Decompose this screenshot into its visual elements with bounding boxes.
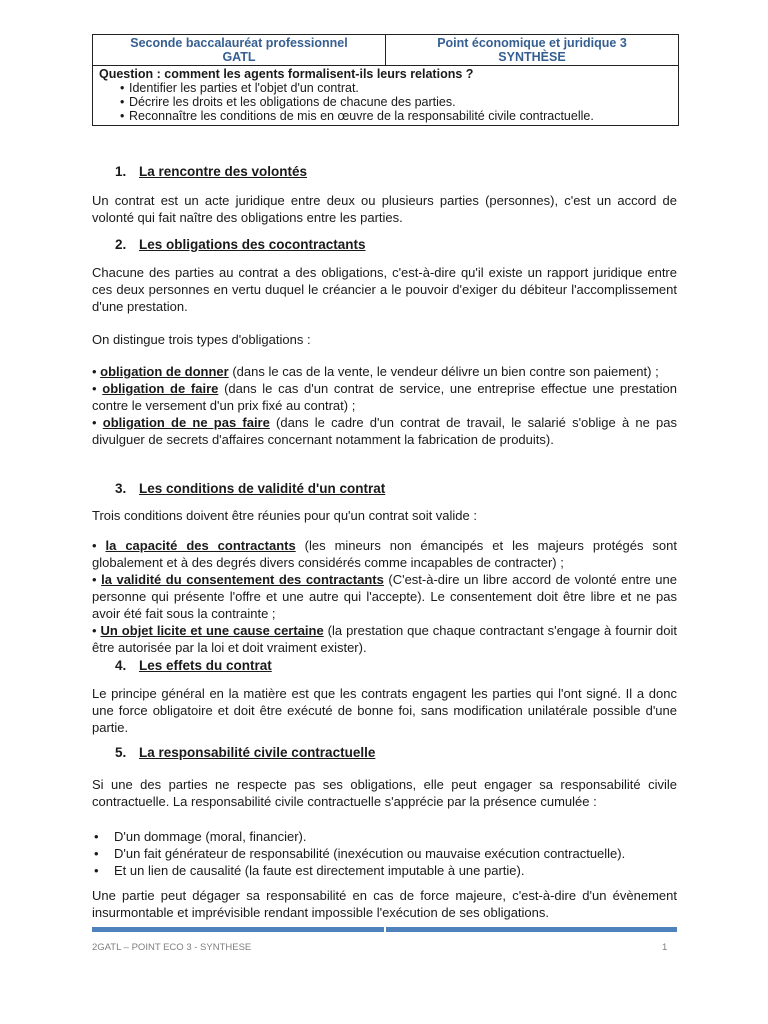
section-1-text: Un contrat est un acte juridique entre deux ou plusieurs parties (personnes), c'est un accord de volonté qui fait naître des obligations entre les parties. <box>92 193 677 225</box>
footer-rule-right <box>386 927 677 932</box>
header-row <box>93 35 678 66</box>
section-heading-2: 2. Les obligations des cocontractants <box>115 237 366 252</box>
footer-title: 2GATL – POINT ECO 3 - SYNTHESE <box>92 942 252 953</box>
list-item: • D'un dommage (moral, financier). <box>92 828 677 845</box>
section-heading-4: 4. Les effets du contrat <box>115 658 272 673</box>
objective-item: • Décrire les droits et les obligations de chacune des parties. <box>101 95 670 109</box>
document-page <box>92 34 678 920</box>
condition-item: • la validité du consentement des contractants (C'est-à-dire un libre accord de volonté entre une personne qui présente l'offre et une autre qui l'accepte). Le consentement doit être libre et ne pas avoir été fait sous la contrainte ; <box>92 572 677 621</box>
section-heading-5: 5. La responsabilité civile contractuelle <box>115 745 376 760</box>
section-3-intro: Trois conditions doivent être réunies pour qu'un contrat soit valide : <box>92 508 477 523</box>
list-item: • Et un lien de causalité (la faute est directement imputable à une partie). <box>92 862 677 879</box>
objectives-list <box>101 81 670 123</box>
header-topic: Point économique et juridique 3 <box>437 36 627 50</box>
condition-item: • Un objet licite et une cause certaine (la prestation que chaque contractant s'engage à fournir doit être autorisée par la loi et doit vraiment exister). <box>92 623 677 655</box>
footer-rule-left <box>92 927 384 932</box>
header-doc-type: SYNTHÈSE <box>498 50 566 64</box>
section-heading-1: 1. La rencontre des volontés <box>115 164 308 179</box>
header-class: GATL <box>222 50 256 64</box>
objective-item: • Identifier les parties et l'objet d'un contrat. <box>101 81 670 95</box>
condition-item: • la capacité des contractants (les mineurs non émancipés et les majeurs protégés sont globalement et à des degrés divers considérés comme incapables de contracter) ; <box>92 538 677 570</box>
section-2-text: Chacune des parties au contrat a des obligations, c'est-à-dire qu'il existe un rapport juridique entre ces deux personnes en vertu duquel le créancier a le pouvoir d'exiger du débiteur l'accomplissement d'une prestation. <box>92 265 677 314</box>
obligations-list <box>92 363 677 448</box>
obligation-item: • obligation de donner (dans le cas de la vente, le vendeur délivre un bien contre son paiement) ; <box>92 364 659 379</box>
page-number: 1 <box>662 942 668 953</box>
section-heading-3: 3. Les conditions de validité d'un contrat <box>115 481 386 496</box>
header-left-cell <box>93 35 385 65</box>
list-item: • D'un fait générateur de responsabilité (inexécution ou mauvaise exécution contractuelle). <box>92 845 677 862</box>
section-5-closing: Une partie peut dégager sa responsabilité en cas de force majeure, c'est-à-dire d'un évènement insurmontable et imprévisible rendant impossible l'exécution de ses obligations. <box>92 888 677 920</box>
conditions-list <box>92 537 677 656</box>
section-5-text: Si une des parties ne respecte pas ses obligations, elle peut engager sa responsabilité civile contractuelle. La responsabilité civile contractuelle s'apprécie par la présence cumulée : <box>92 777 677 809</box>
responsibility-conditions-list <box>92 828 677 879</box>
obligation-item: • obligation de ne pas faire (dans le cadre d'un contrat de travail, le salarié s'oblige à ne pas divulguer de secrets d'affaires concernant notamment la fabrication de produits). <box>92 415 678 447</box>
question-box <box>93 66 678 125</box>
header-course: Seconde baccalauréat professionnel <box>130 36 348 50</box>
header-table <box>92 34 679 126</box>
objective-item: • Reconnaître les conditions de mis en œuvre de la responsabilité civile contractuelle. <box>101 109 670 123</box>
section-2-intro: On distingue trois types d'obligations : <box>92 332 311 347</box>
footer-rule <box>92 927 677 932</box>
question-text: Question : comment les agents formalisent-ils leurs relations ? <box>99 67 474 81</box>
obligation-item: • obligation de faire (dans le cas d'un contrat de service, une entreprise effectue une prestation contre le versement d'un prix fixé au contrat) ; <box>92 381 677 413</box>
section-4-text: Le principe général en la matière est que les contrats engagent les parties qui l'ont signé. Il a donc une force obligatoire et doit être exécuté de bonne foi, sans modification unilatérale possible d'une partie. <box>92 686 677 735</box>
header-right-cell <box>385 35 678 65</box>
